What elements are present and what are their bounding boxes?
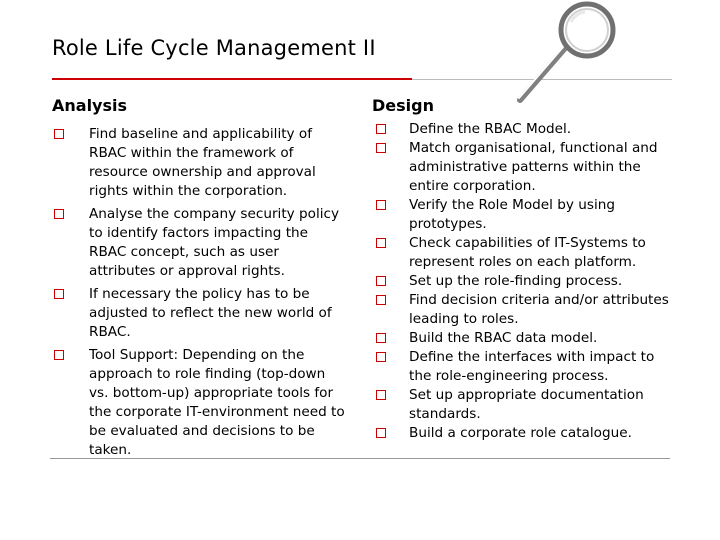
slide-title: Role Life Cycle Management II bbox=[52, 36, 376, 60]
square-bullet-icon bbox=[376, 428, 386, 438]
list-item: Set up appropriate documentation standards. bbox=[372, 386, 672, 424]
square-bullet-icon bbox=[376, 295, 386, 305]
square-bullet-icon bbox=[376, 333, 386, 343]
square-bullet-icon bbox=[376, 124, 386, 134]
square-bullet-icon bbox=[376, 238, 386, 248]
list-item: Find decision criteria and/or attributes leading to roles. bbox=[372, 291, 672, 329]
title-underline-accent bbox=[52, 78, 412, 80]
square-bullet-icon bbox=[54, 289, 64, 299]
list-item: Build a corporate role catalogue. bbox=[372, 424, 672, 443]
analysis-heading: Analysis bbox=[52, 96, 128, 115]
list-item: Match organisational, functional and administrative patterns within the entire corporation. bbox=[372, 139, 672, 196]
list-item: Tool Support: Depending on the approach to role finding (top-down vs. bottom-up) appropriate tools for the corporate IT-environment need to be evaluated and decisions to be taken. bbox=[52, 346, 347, 460]
list-item: If necessary the policy has to be adjusted to reflect the new world of RBAC. bbox=[52, 285, 347, 342]
list-item: Find baseline and applicability of RBAC within the framework of resource ownership and approval rights within the corporation. bbox=[52, 125, 347, 201]
list-item: Define the RBAC Model. bbox=[372, 120, 672, 139]
square-bullet-icon bbox=[376, 390, 386, 400]
square-bullet-icon bbox=[376, 352, 386, 362]
square-bullet-icon bbox=[54, 129, 64, 139]
magnifying-glass-icon bbox=[505, 0, 620, 110]
list-item: Analyse the company security policy to identify factors impacting the RBAC concept, such as user attributes or approval rights. bbox=[52, 205, 347, 281]
footer-divider bbox=[50, 458, 670, 459]
analysis-list bbox=[52, 125, 347, 464]
list-item: Build the RBAC data model. bbox=[372, 329, 672, 348]
list-item: Define the interfaces with impact to the role-engineering process. bbox=[372, 348, 672, 386]
square-bullet-icon bbox=[376, 143, 386, 153]
square-bullet-icon bbox=[54, 209, 64, 219]
square-bullet-icon bbox=[376, 200, 386, 210]
list-item: Verify the Role Model by using prototypes. bbox=[372, 196, 672, 234]
list-item: Set up the role-finding process. bbox=[372, 272, 672, 291]
list-item: Check capabilities of IT-Systems to represent roles on each platform. bbox=[372, 234, 672, 272]
design-heading: Design bbox=[372, 96, 434, 115]
design-list bbox=[372, 120, 672, 443]
square-bullet-icon bbox=[54, 350, 64, 360]
square-bullet-icon bbox=[376, 276, 386, 286]
